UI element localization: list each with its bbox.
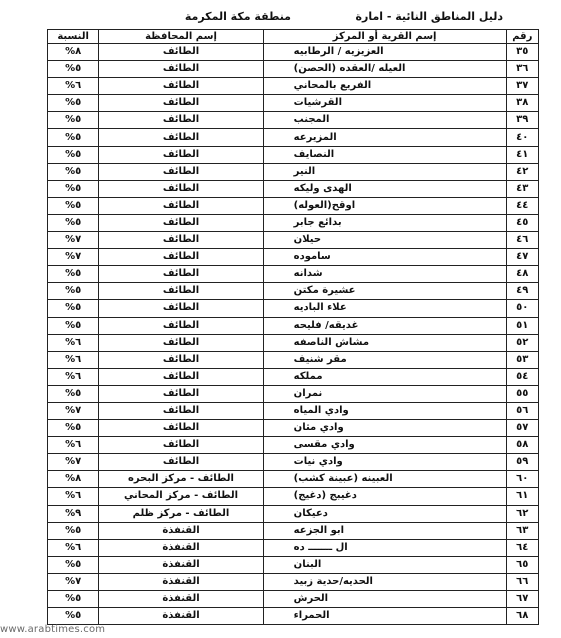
cell-village-name: بدائع جابر: [263, 214, 506, 231]
cell-num: ٤٣: [506, 180, 538, 197]
cell-num: ٦٠: [506, 471, 538, 488]
cell-percentage: ٥%: [48, 283, 99, 300]
cell-percentage: ٥%: [48, 61, 99, 78]
cell-village-name: الحرش: [263, 591, 506, 608]
cell-num: ٣٧: [506, 78, 538, 95]
cell-percentage: ٥%: [48, 556, 99, 573]
cell-percentage: ٥%: [48, 129, 99, 146]
table-row: [48, 351, 539, 368]
cell-num: ٤٠: [506, 129, 538, 146]
cell-percentage: ٥%: [48, 214, 99, 231]
table-row: [48, 420, 539, 437]
table-row: [48, 471, 539, 488]
cell-num: ٤٥: [506, 214, 538, 231]
cell-village-name: الحديه/حدية زبيد: [263, 573, 506, 590]
cell-num: ٤١: [506, 146, 538, 163]
cell-governorate: الطائف: [99, 112, 263, 129]
cell-percentage: ٦%: [48, 437, 99, 454]
table-row: [48, 300, 539, 317]
cell-percentage: ٧%: [48, 573, 99, 590]
table-row: [48, 573, 539, 590]
table-row: [48, 232, 539, 249]
cell-village-name: البنان: [263, 556, 506, 573]
table-row: [48, 283, 539, 300]
table-row: [48, 317, 539, 334]
cell-percentage: ٥%: [48, 317, 99, 334]
cell-village-name: مملكه: [263, 368, 506, 385]
cell-village-name: مقر شنيف: [263, 351, 506, 368]
cell-governorate: الطائف: [99, 232, 263, 249]
cell-village-name: المزيرعه: [263, 129, 506, 146]
cell-num: ٦١: [506, 488, 538, 505]
cell-village-name: العزيزيه / الرطابيه: [263, 44, 506, 61]
table-row: [48, 522, 539, 539]
cell-governorate: الطائف: [99, 129, 263, 146]
table-row: [48, 214, 539, 231]
cell-governorate: الطائف: [99, 334, 263, 351]
cell-percentage: ٥%: [48, 608, 99, 625]
cell-governorate: الطائف: [99, 44, 263, 61]
cell-percentage: ٥%: [48, 163, 99, 180]
cell-village-name: دغيبج (دغيج): [263, 488, 506, 505]
cell-percentage: ٥%: [48, 180, 99, 197]
cell-num: ٥٧: [506, 420, 538, 437]
table-row: [48, 266, 539, 283]
cell-village-name: النير: [263, 163, 506, 180]
cell-governorate: الطائف: [99, 402, 263, 419]
cell-village-name: علاء الباديه: [263, 300, 506, 317]
cell-num: ٤٩: [506, 283, 538, 300]
table-row: [48, 112, 539, 129]
cell-percentage: ٧%: [48, 232, 99, 249]
cell-percentage: ٥%: [48, 266, 99, 283]
table-row: [48, 385, 539, 402]
villages-table: [47, 29, 539, 625]
cell-percentage: ٧%: [48, 402, 99, 419]
header-governorate: إسم المحافظة: [99, 30, 263, 44]
cell-village-name: وادي المياه: [263, 402, 506, 419]
cell-governorate: الطائف: [99, 385, 263, 402]
cell-percentage: ٥%: [48, 95, 99, 112]
table-row: [48, 180, 539, 197]
cell-percentage: ٥%: [48, 420, 99, 437]
cell-village-name: دعيكان: [263, 505, 506, 522]
cell-village-name: شدانه: [263, 266, 506, 283]
cell-governorate: القنفذة: [99, 608, 263, 625]
cell-percentage: ٥%: [48, 146, 99, 163]
cell-num: ٥٦: [506, 402, 538, 419]
table-row: [48, 146, 539, 163]
cell-num: ٤٦: [506, 232, 538, 249]
cell-num: ٦٢: [506, 505, 538, 522]
cell-percentage: ٦%: [48, 334, 99, 351]
table-row: [48, 163, 539, 180]
cell-village-name: الفريع بالمحاني: [263, 78, 506, 95]
cell-governorate: الطائف: [99, 163, 263, 180]
table-row: [48, 437, 539, 454]
cell-village-name: مشاش الناصفه: [263, 334, 506, 351]
cell-percentage: ٦%: [48, 368, 99, 385]
table-row: [48, 129, 539, 146]
cell-num: ٣٦: [506, 61, 538, 78]
cell-governorate: الطائف: [99, 61, 263, 78]
cell-village-name: وادي مقسى: [263, 437, 506, 454]
cell-village-name: العيله /العقده (الحصن): [263, 61, 506, 78]
cell-percentage: ٥%: [48, 385, 99, 402]
cell-governorate: القنفذة: [99, 539, 263, 556]
cell-num: ٥٨: [506, 437, 538, 454]
cell-village-name: النصايف: [263, 146, 506, 163]
cell-percentage: ٩%: [48, 505, 99, 522]
header-num: رقم: [506, 30, 538, 44]
cell-percentage: ٧%: [48, 249, 99, 266]
cell-percentage: ٨%: [48, 44, 99, 61]
table-row: [48, 334, 539, 351]
cell-num: ٥٣: [506, 351, 538, 368]
cell-governorate: الطائف: [99, 78, 263, 95]
cell-percentage: ٥%: [48, 522, 99, 539]
table-row: [48, 197, 539, 214]
cell-governorate: الطائف - مركز ظلم: [99, 505, 263, 522]
cell-num: ٣٥: [506, 44, 538, 61]
cell-governorate: الطائف: [99, 95, 263, 112]
cell-percentage: ٥%: [48, 112, 99, 129]
table-body: [48, 44, 539, 625]
cell-governorate: الطائف: [99, 146, 263, 163]
table-row: [48, 402, 539, 419]
cell-governorate: الطائف: [99, 351, 263, 368]
cell-num: ٦٧: [506, 591, 538, 608]
cell-village-name: حيلان: [263, 232, 506, 249]
cell-governorate: الطائف: [99, 368, 263, 385]
cell-num: ٦٦: [506, 573, 538, 590]
cell-governorate: الطائف - مركز المحاني: [99, 488, 263, 505]
cell-num: ٦٨: [506, 608, 538, 625]
cell-num: ٥١: [506, 317, 538, 334]
cell-num: ٥٤: [506, 368, 538, 385]
cell-village-name: ال ـــــــ ده: [263, 539, 506, 556]
cell-governorate: الطائف - مركز البحره: [99, 471, 263, 488]
table-row: [48, 591, 539, 608]
table-row: [48, 454, 539, 471]
table-row: [48, 368, 539, 385]
cell-village-name: المجنب: [263, 112, 506, 129]
table-header-row: [48, 30, 539, 44]
cell-village-name: القرشيات: [263, 95, 506, 112]
table-row: [48, 249, 539, 266]
table-row: [48, 505, 539, 522]
cell-percentage: ٦%: [48, 539, 99, 556]
cell-village-name: ابو الجزعه: [263, 522, 506, 539]
cell-num: ٤٢: [506, 163, 538, 180]
cell-governorate: الطائف: [99, 437, 263, 454]
cell-village-name: غديقه/ فليحه: [263, 317, 506, 334]
cell-percentage: ٨%: [48, 471, 99, 488]
cell-num: ٣٨: [506, 95, 538, 112]
cell-governorate: القنفذة: [99, 522, 263, 539]
cell-governorate: القنفذة: [99, 591, 263, 608]
cell-village-name: وادي مثان: [263, 420, 506, 437]
region-title: منطقة مكة المكرمة: [184, 10, 291, 23]
cell-percentage: ٦%: [48, 488, 99, 505]
cell-percentage: ٧%: [48, 454, 99, 471]
cell-governorate: القنفذة: [99, 573, 263, 590]
cell-governorate: الطائف: [99, 283, 263, 300]
cell-percentage: ٦%: [48, 351, 99, 368]
cell-governorate: الطائف: [99, 266, 263, 283]
cell-num: ٤٧: [506, 249, 538, 266]
watermark: www.arabtimes.com: [0, 624, 106, 635]
table-row: [48, 61, 539, 78]
cell-num: ٤٤: [506, 197, 538, 214]
cell-num: ٥٥: [506, 385, 538, 402]
document-header: [0, 8, 561, 28]
cell-governorate: الطائف: [99, 420, 263, 437]
cell-governorate: الطائف: [99, 214, 263, 231]
cell-num: ٦٤: [506, 539, 538, 556]
header-village-name: إسم القرية أو المركز: [263, 30, 506, 44]
cell-governorate: القنفذة: [99, 556, 263, 573]
cell-num: ٦٣: [506, 522, 538, 539]
cell-village-name: عشيرة مكتن: [263, 283, 506, 300]
cell-num: ٥٢: [506, 334, 538, 351]
cell-governorate: الطائف: [99, 300, 263, 317]
cell-percentage: ٥%: [48, 197, 99, 214]
cell-percentage: ٥%: [48, 300, 99, 317]
table-row: [48, 608, 539, 625]
cell-num: ٦٥: [506, 556, 538, 573]
document-title: دليل المناطق النائية - امارة: [355, 10, 503, 23]
header-percentage: النسبة: [48, 30, 99, 44]
table-row: [48, 44, 539, 61]
table-row: [48, 488, 539, 505]
cell-governorate: الطائف: [99, 249, 263, 266]
table-row: [48, 78, 539, 95]
cell-num: ٥٠: [506, 300, 538, 317]
cell-governorate: الطائف: [99, 454, 263, 471]
cell-village-name: الهدى وليكه: [263, 180, 506, 197]
cell-village-name: نمران: [263, 385, 506, 402]
cell-percentage: ٦%: [48, 78, 99, 95]
table-row: [48, 556, 539, 573]
cell-num: ٣٩: [506, 112, 538, 129]
cell-governorate: الطائف: [99, 317, 263, 334]
cell-num: ٤٨: [506, 266, 538, 283]
cell-village-name: ساموده: [263, 249, 506, 266]
cell-governorate: الطائف: [99, 197, 263, 214]
cell-village-name: العبينه (عبينة كشب): [263, 471, 506, 488]
cell-village-name: وادي نيات: [263, 454, 506, 471]
cell-village-name: اوقح(العوله): [263, 197, 506, 214]
cell-percentage: ٥%: [48, 591, 99, 608]
table-row: [48, 539, 539, 556]
table-row: [48, 95, 539, 112]
cell-num: ٥٩: [506, 454, 538, 471]
cell-governorate: الطائف: [99, 180, 263, 197]
cell-village-name: الحمراء: [263, 608, 506, 625]
